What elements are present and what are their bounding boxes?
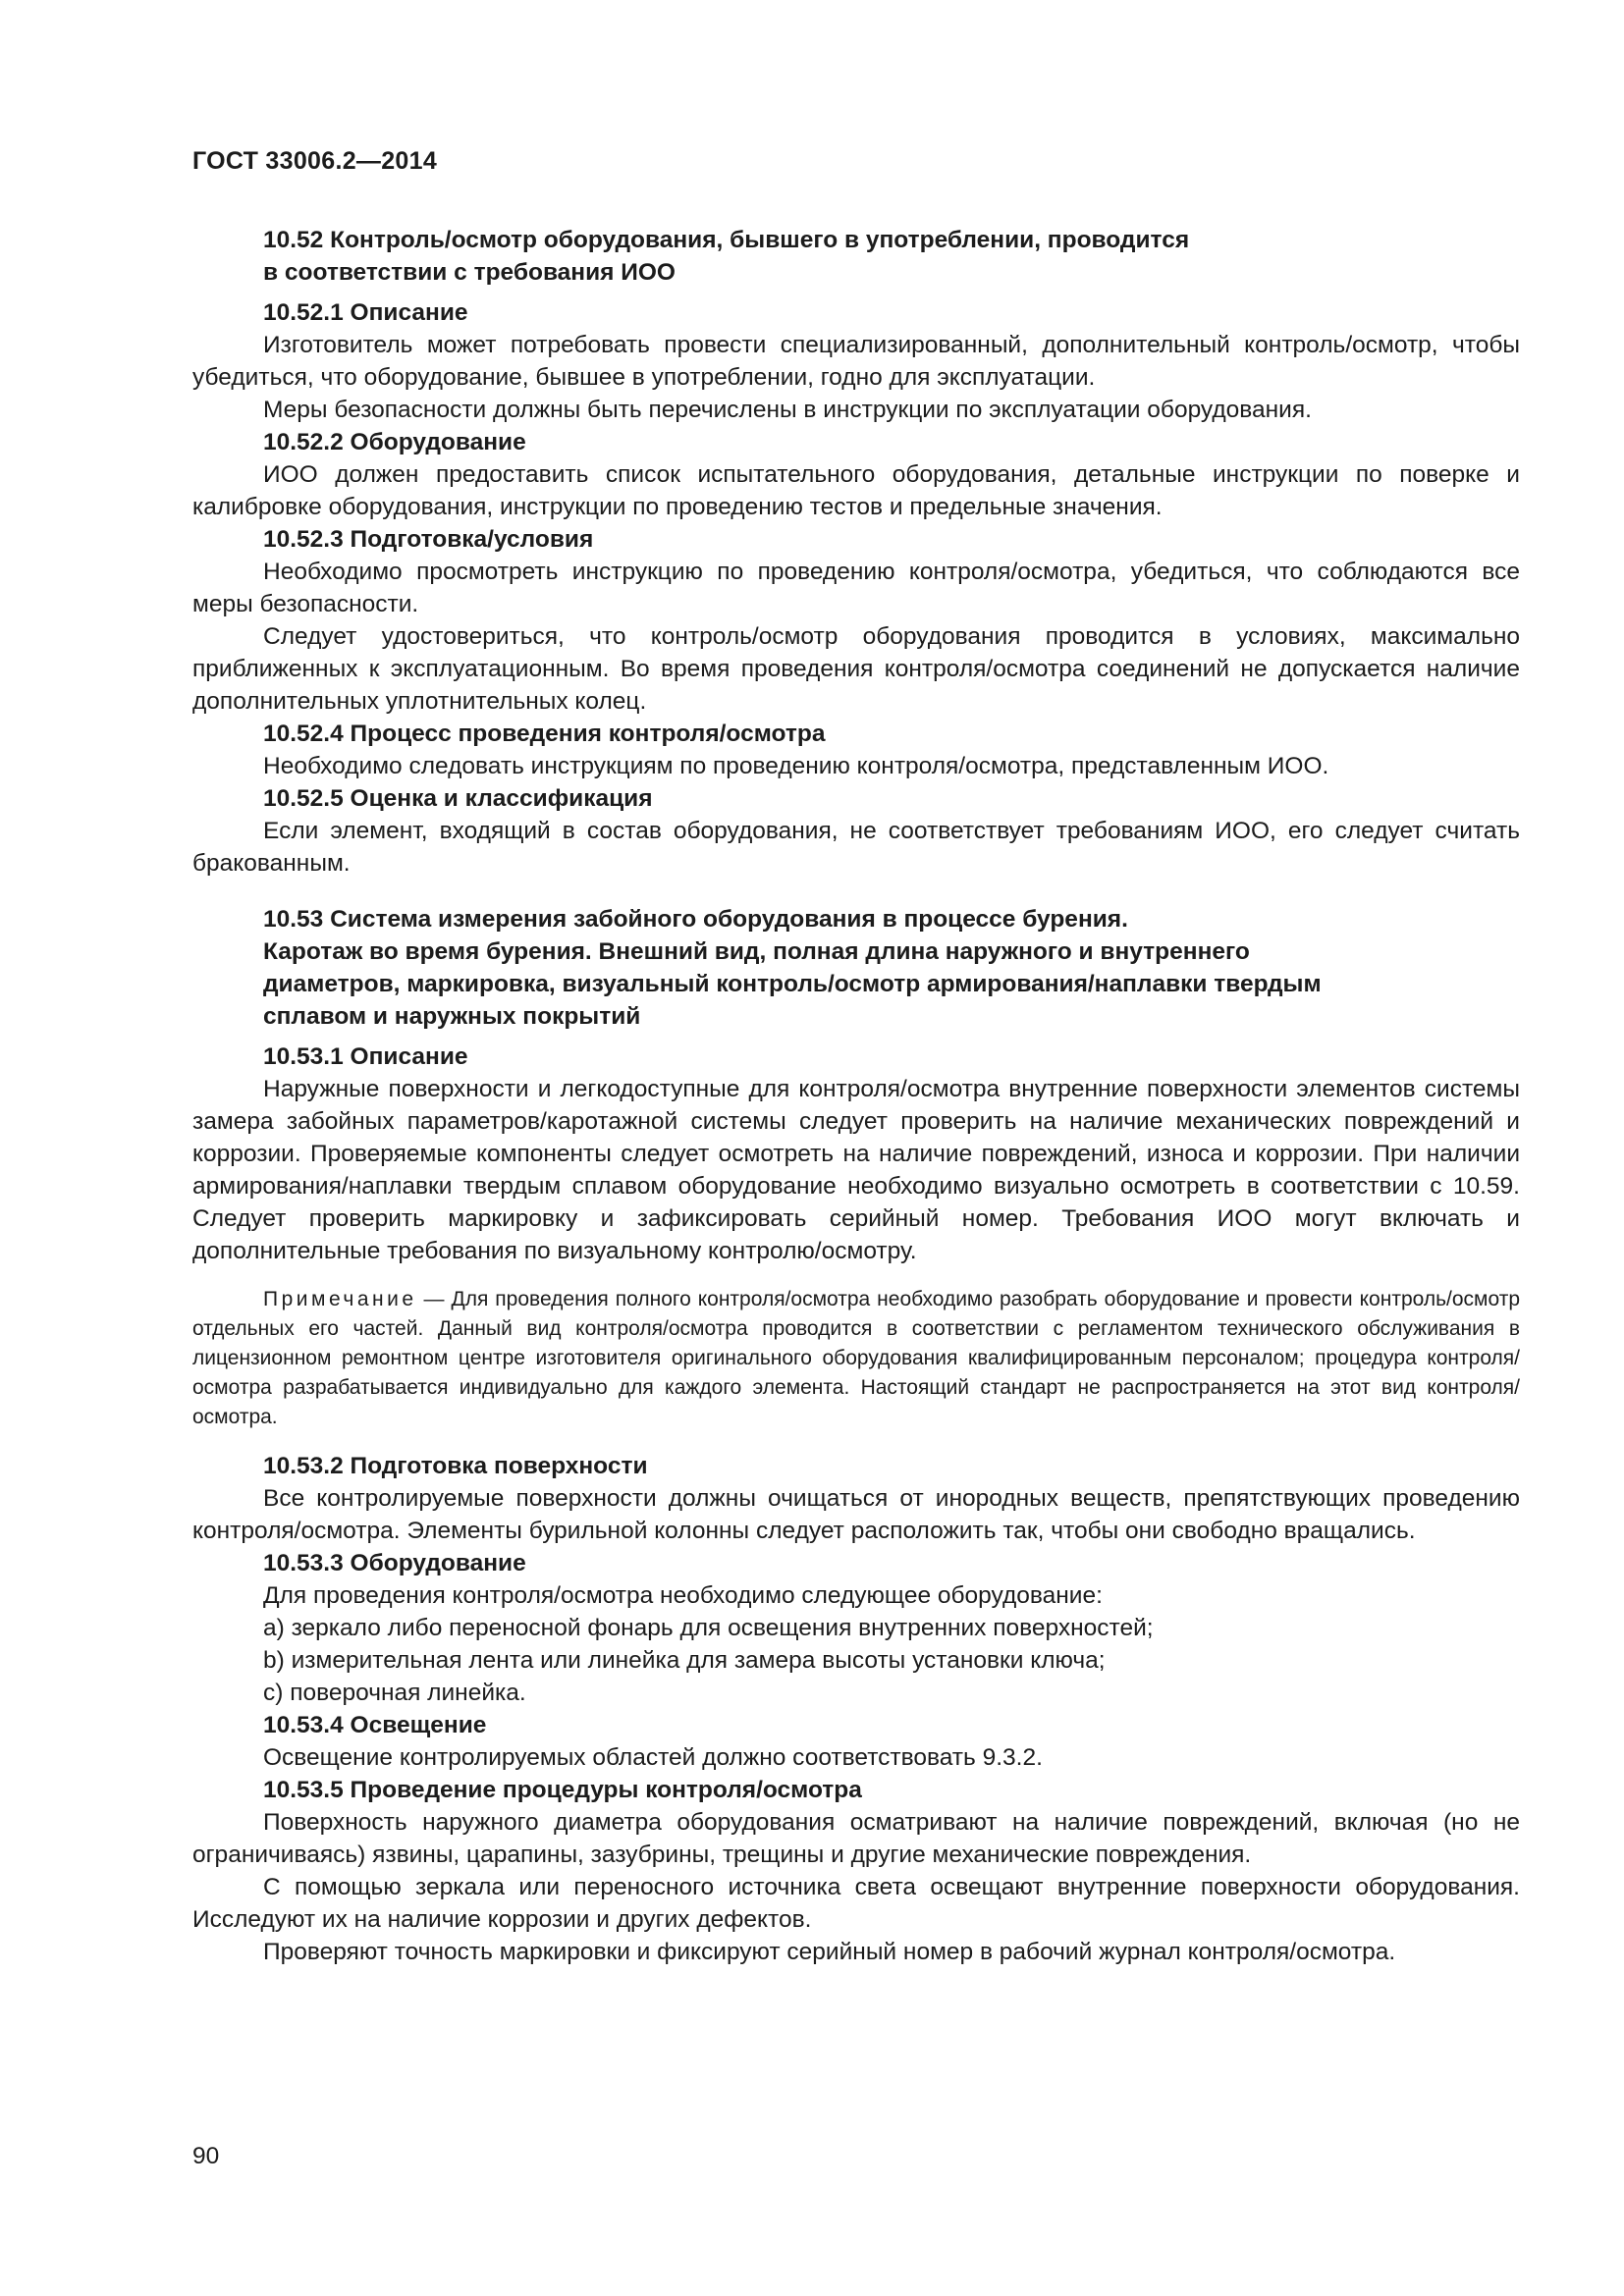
subsection-10-53-2-title: 10.53.2 Подготовка поверхности <box>263 1453 648 1479</box>
paragraph: С помощью зеркала или переносного источника света освещают внутренние поверхности оборудования. Исследуют их на наличие коррозии и других дефектов. <box>192 1874 1520 1933</box>
subsection-10-53-1-title: 10.53.1 Описание <box>263 1043 468 1070</box>
paragraph: Поверхность наружного диаметра оборудования осматривают на наличие повреждений, включая (но не ограничиваясь) язвины, царапины, зазубрины, трещины и другие механические повреждения. <box>192 1809 1520 1868</box>
paragraph: Наружные поверхности и легкодоступные для контроля/осмотра внутренние поверхности элементов системы замера забойных параметров/каротажной системы следует проверить на наличие механических повреждений и коррозии. Проверяемые компоненты следует осмотреть на наличие повреждений, износа и коррозии. При наличии армирования/наплавки твердым сплавом оборудование необходимо визуально осмотреть в соответствии с 10.59. Следует проверить маркировку и зафиксировать серийный номер. Требования ИОО могут включать и дополнительные требования по визуальному контролю/осмотру. <box>192 1076 1520 1264</box>
list-item: с) поверочная линейка. <box>263 1680 526 1706</box>
paragraph: Все контролируемые поверхности должны очищаться от инородных веществ, препятствующих проведению контроля/осмотра. Элементы бурильной колонны следует расположить так, чтобы они свободно вращались. <box>192 1485 1520 1544</box>
paragraph: Для проведения контроля/осмотра необходимо следующее оборудование: <box>263 1582 1103 1609</box>
section-10-53-title-line3: диаметров, маркировка, визуальный контроль/осмотр армирования/наплавки твердым <box>263 971 1322 997</box>
paragraph: Изготовитель может потребовать провести специализированный, дополнительный контроль/осмотр, чтобы убедиться, что оборудование, бывшее в употреблении, годно для эксплуатации. <box>192 332 1520 391</box>
paragraph: Проверяют точность маркировки и фиксируют серийный номер в рабочий журнал контроля/осмотра. <box>263 1939 1396 1965</box>
paragraph: Меры безопасности должны быть перечислены в инструкции по эксплуатации оборудования. <box>263 397 1312 423</box>
note-label: Примечание <box>263 1288 417 1310</box>
document-header: ГОСТ 33006.2—2014 <box>192 147 438 175</box>
section-10-53-title-line2: Каротаж во время бурения. Внешний вид, полная длина наружного и внутреннего <box>263 938 1250 965</box>
note <box>192 1285 1520 1432</box>
paragraph: ИОО должен предоставить список испытательного оборудования, детальные инструкции по поверке и калибровке оборудования, инструкции по проведению тестов и предельные значения. <box>192 461 1520 520</box>
subsection-10-52-2-title: 10.52.2 Оборудование <box>263 429 526 455</box>
section-10-52-title-line1: 10.52 Контроль/осмотр оборудования, бывшего в употреблении, проводится <box>263 227 1190 253</box>
subsection-10-52-1-title: 10.52.1 Описание <box>263 299 468 326</box>
subsection-10-52-5-title: 10.52.5 Оценка и классификация <box>263 785 653 812</box>
subsection-10-53-5-title: 10.53.5 Проведение процедуры контроля/осмотра <box>263 1777 862 1803</box>
subsection-10-52-3-title: 10.52.3 Подготовка/условия <box>263 526 594 553</box>
document-body <box>192 224 1520 1968</box>
paragraph: Освещение контролируемых областей должно соответствовать 9.3.2. <box>263 1744 1043 1771</box>
section-10-53-title-line1: 10.53 Система измерения забойного оборудования в процессе бурения. <box>263 906 1128 933</box>
list-item: b) измерительная лента или линейка для замера высоты установки ключа; <box>263 1647 1106 1674</box>
section-10-53-title-line4: сплавом и наружных покрытий <box>263 1003 641 1030</box>
subsection-10-52-4-title: 10.52.4 Процесс проведения контроля/осмотра <box>263 721 826 747</box>
paragraph: Необходимо просмотреть инструкцию по проведению контроля/осмотра, убедиться, что соблюдаются все меры безопасности. <box>192 559 1520 617</box>
note-text: — Для проведения полного контроля/осмотра необходимо разобрать оборудование и провести контроль/осмотр отдельных его частей. Данный вид контроля/осмотра проводится в соответствии с регламентом технического обслуживания в лицензионном ремонтном центре изготовителя оригинального оборудования квалифицированным персоналом; процедура контроля/осмотра разрабатывается индивидуально для каждого элемента. Настоящий стандарт не распространяется на этот вид контроля/осмотра. <box>192 1288 1520 1428</box>
subsection-10-53-4-title: 10.53.4 Освещение <box>263 1712 487 1738</box>
section-10-52-title-line2: в соответствии с требования ИОО <box>263 259 676 286</box>
list-item: а) зеркало либо переносной фонарь для освещения внутренних поверхностей; <box>263 1615 1154 1641</box>
paragraph: Необходимо следовать инструкциям по проведению контроля/осмотра, представленным ИОО. <box>263 753 1329 779</box>
paragraph: Если элемент, входящий в состав оборудования, не соответствует требованиям ИОО, его следует считать бракованным. <box>192 818 1520 877</box>
subsection-10-53-3-title: 10.53.3 Оборудование <box>263 1550 526 1576</box>
page-number: 90 <box>192 2143 220 2169</box>
paragraph: Следует удостовериться, что контроль/осмотр оборудования проводится в условиях, максимально приближенных к эксплуатационным. Во время проведения контроля/осмотра соединений не допускается наличие дополнительных уплотнительных колец. <box>192 623 1520 715</box>
